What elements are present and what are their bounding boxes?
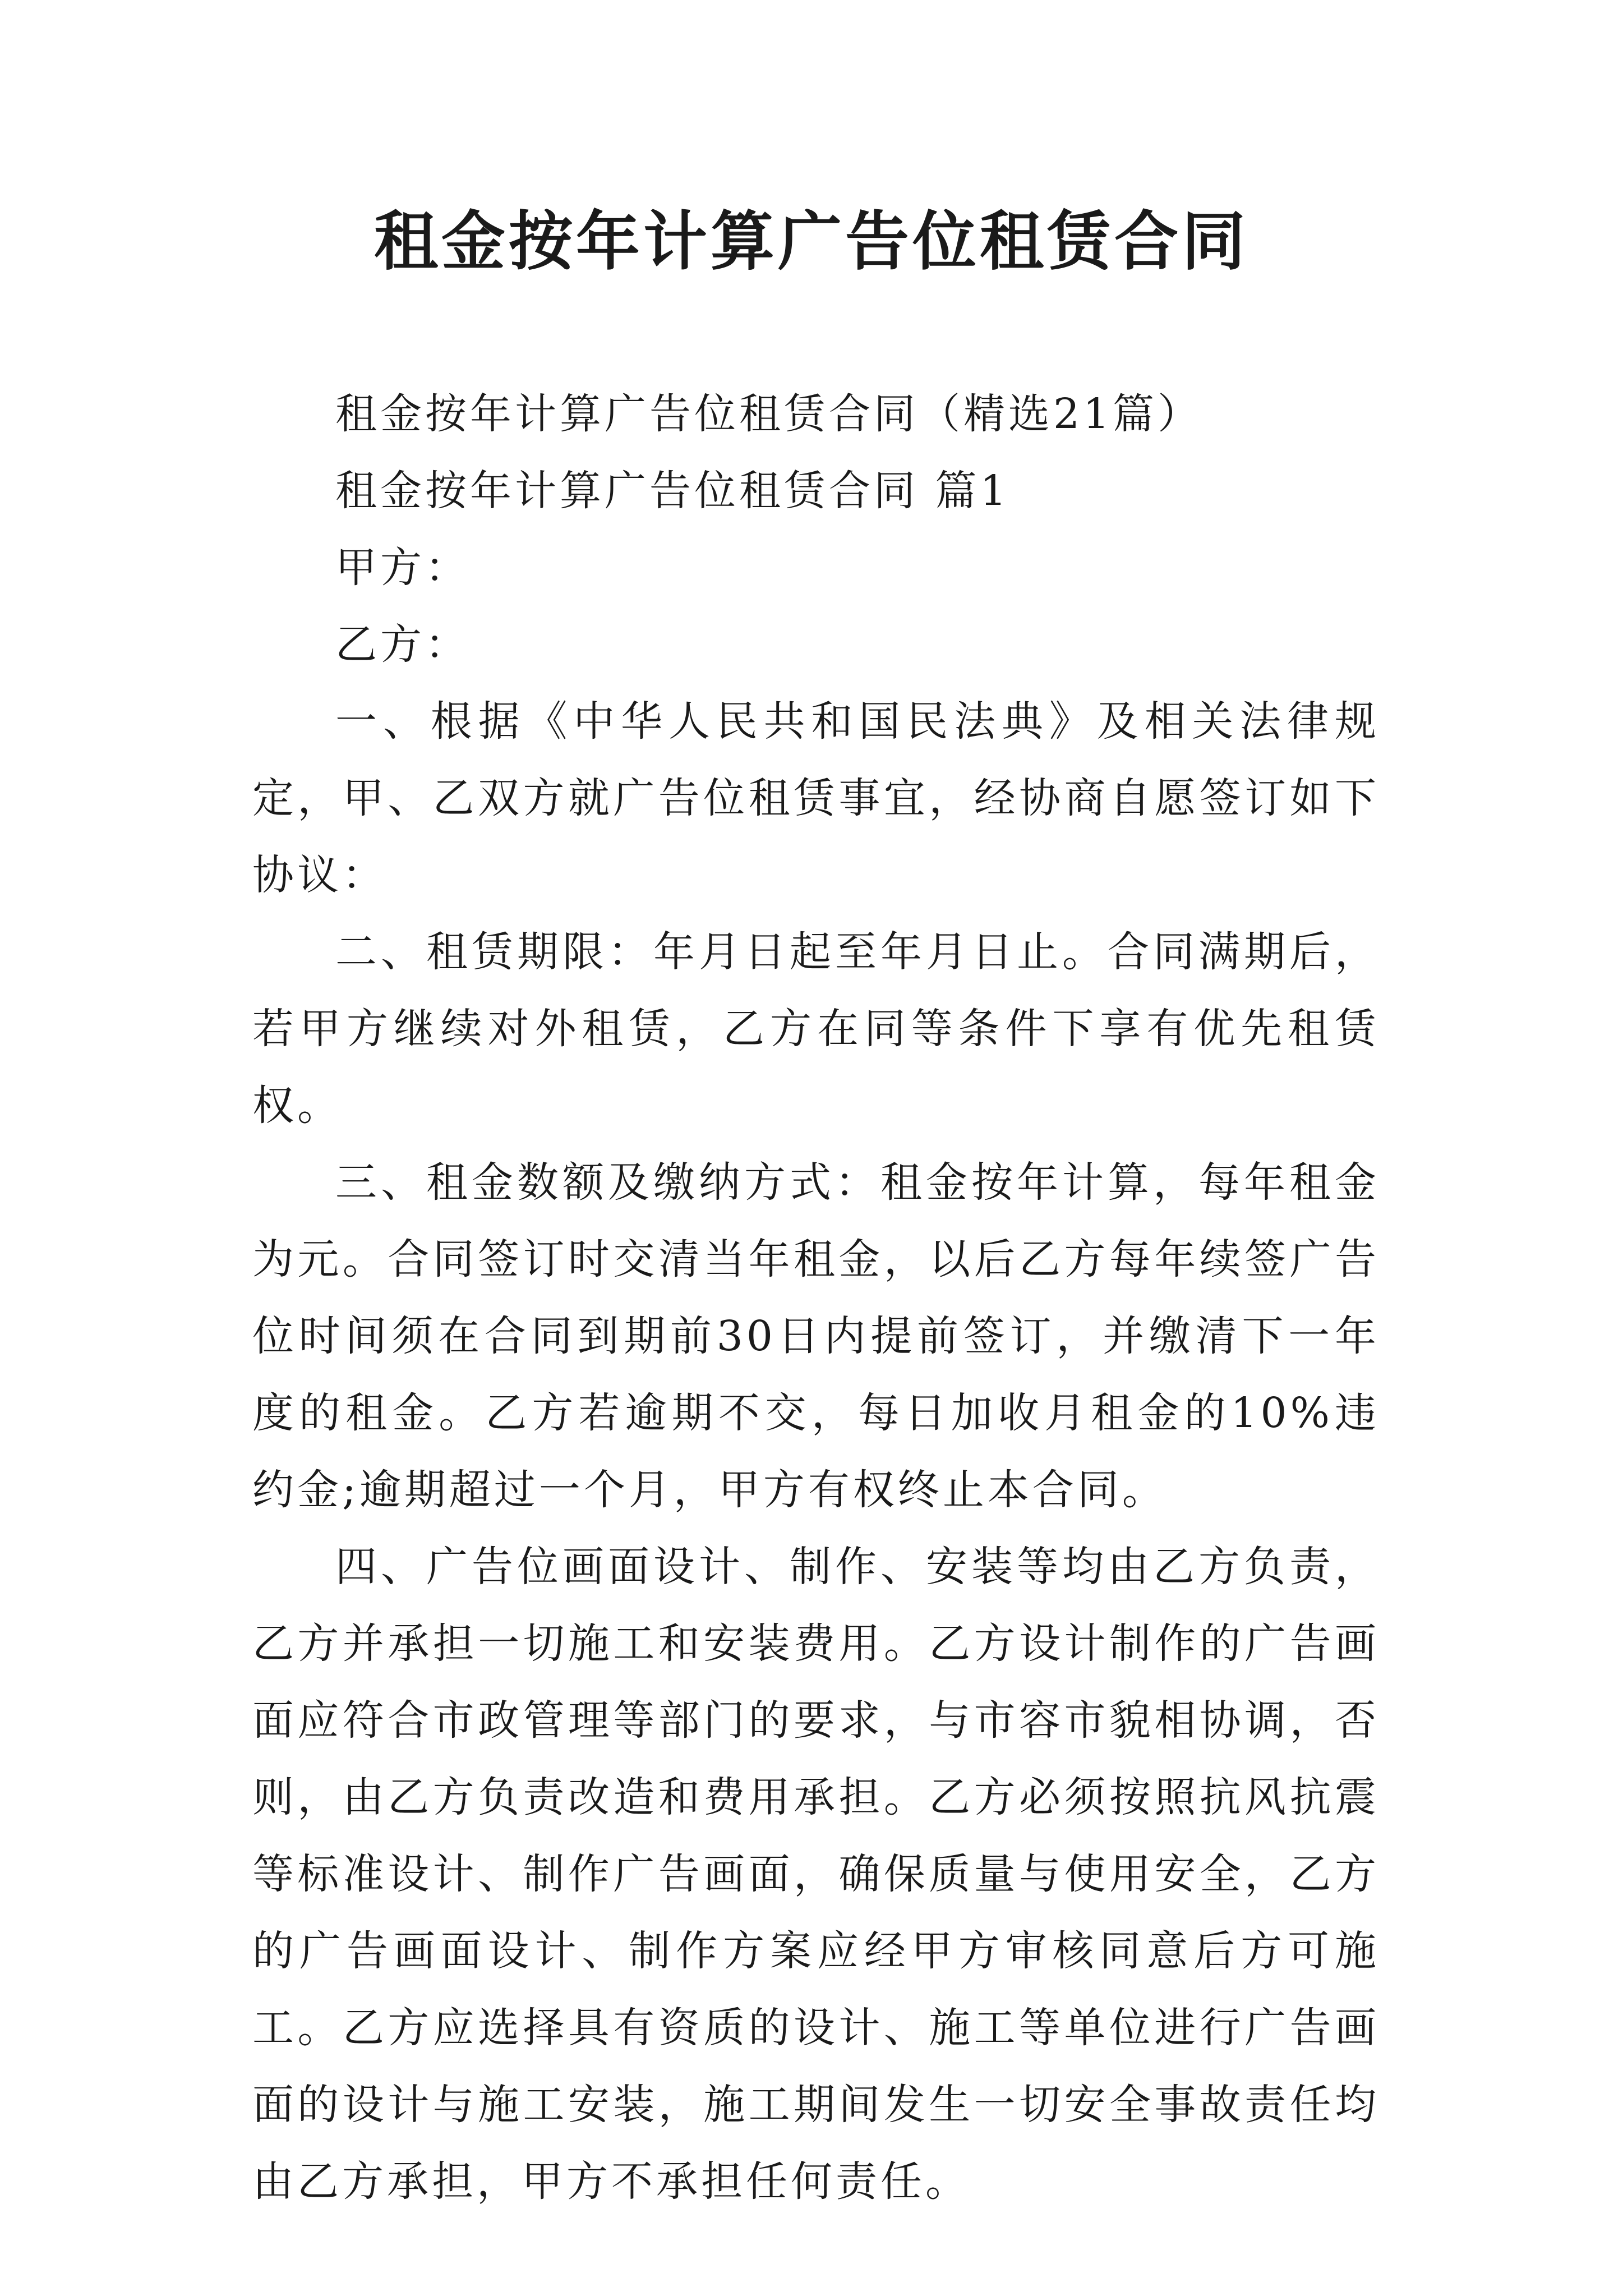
party-a-line: 甲方： (335, 544, 470, 592)
document-title: 租金按年计算广告位租赁合同 (374, 204, 1249, 279)
document-body (252, 376, 1380, 2220)
clause-1: 一、根据《中华人民共和国民法典》及相关法律规定，甲、乙双方就广告位租赁事宜，经协商自愿签订如下协议： (252, 697, 1380, 899)
clause-3: 三、租金数额及缴纳方式：租金按年计算，每年租金为元。合同签订时交清当年租金，以后乙方每年续签广告位时间须在合同到期前30日内提前签订，并缴清下一年度的租金。乙方若逾期不交，每日加收月租金的10%违约金;逾期超过一个月，甲方有权终止本合同。 (252, 1158, 1380, 1514)
subtitle-part-1: 租金按年计算广告位租赁合同 篇1 (335, 467, 1010, 515)
party-b-line: 乙方： (335, 620, 470, 669)
subtitle-collection: 租金按年计算广告位租赁合同（精选21篇） (335, 390, 1203, 438)
clause-2: 二、租赁期限：年月日起至年月日止。合同满期后，若甲方继续对外租赁，乙方在同等条件下享有优先租赁权。 (252, 928, 1380, 1130)
clause-4: 四、广告位画面设计、制作、安装等均由乙方负责，乙方并承担一切施工和安装费用。乙方设计制作的广告画面应符合市政管理等部门的要求，与市容市貌相协调，否则，由乙方负责改造和费用承担。乙方必须按照抗风抗震等标准设计、制作广告画面，确保质量与使用安全，乙方的广告画面设计、制作方案应经甲方审核同意后方可施工。乙方应选择具有资质的设计、施工等单位进行广告画面的设计与施工安装，施工期间发生一切安全事故责任均由乙方承担，甲方不承担任何责任。 (252, 1543, 1380, 2206)
